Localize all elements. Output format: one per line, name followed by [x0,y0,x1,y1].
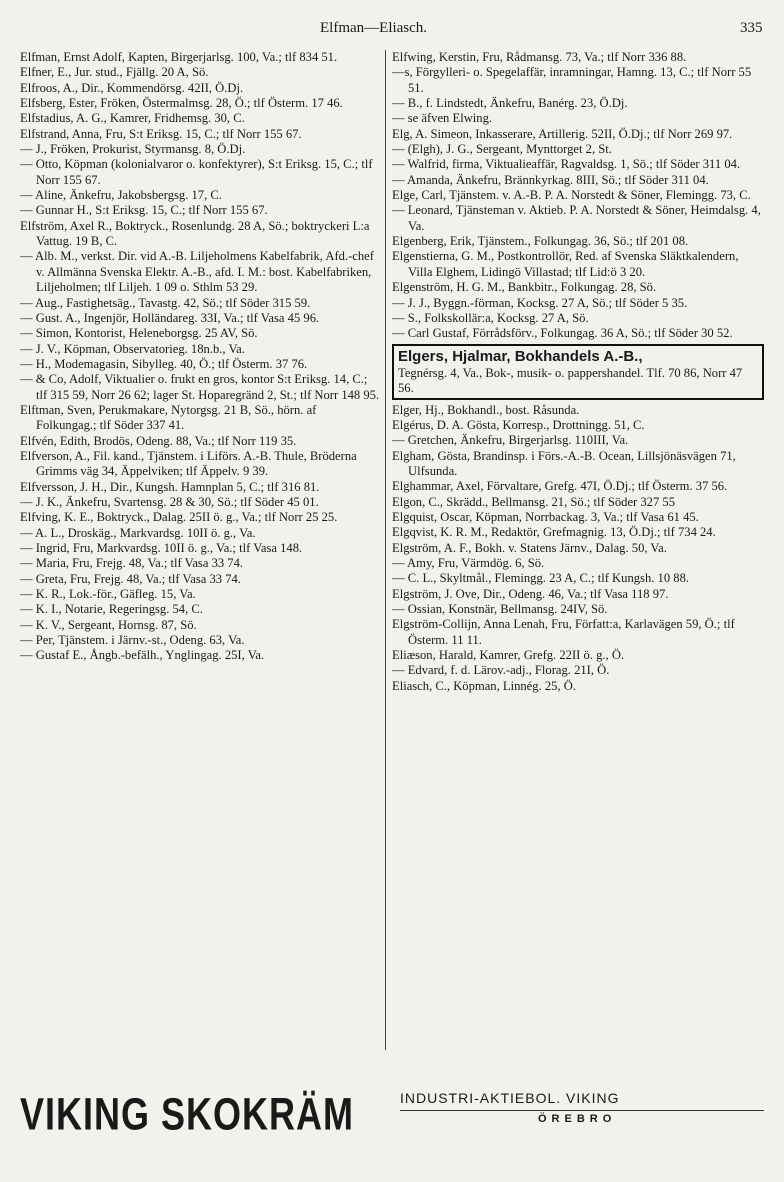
directory-entry: — J. V., Köpman, Observatorieg. 18n.b., Va. [20,341,245,356]
directory-entry: — Otto, Köpman (kolonialvaror o. konfektyrer), S:t Eriksg. 15, C.; tlf Norr 155 67. [20,157,373,187]
right-column-top [392,50,764,342]
directory-entry: — Gunnar H., S:t Eriksg. 15, C.; tlf Norr 155 67. [20,203,268,218]
directory-entry: — (Elgh), J. G., Sergeant, Mynttorget 2, St. [392,142,612,157]
directory-entry: — Gust. A., Ingenjör, Holländareg. 33I, Va.; tlf Vasa 45 96. [20,310,320,325]
directory-entry: — Amy, Fru, Värmdög. 6, Sö. [392,555,545,570]
directory-entry: Elfwing, Kerstin, Fru, Rådmansg. 73, Va.; tlf Norr 336 88. [392,50,687,64]
directory-entry: — Edvard, f. d. Lärov.-adj., Florag. 21I, Ö. [392,663,610,678]
directory-entry: — K. V., Sergeant, Hornsg. 87, Sö. [20,617,197,632]
directory-entry: — Gretchen, Änkefru, Birgerjarlsg. 110III, Va. [392,433,629,448]
running-header [0,20,784,40]
directory-entry: — & Co, Adolf, Viktualier o. frukt en gros, kontor S:t Eriksg. 14, C.; tlf 315 59, Norr 26 62; lager St. Hoparegränd 2, St.; tlf Norr 148 95. [20,372,380,402]
directory-entry: Elgérus, D. A. Gösta, Korresp., Drottningg. 51, C. [392,417,645,432]
directory-entry: — Aug., Fastighetsäg., Tavastg. 42, Sö.; tlf Söder 315 59. [20,295,311,310]
directory-entry: — K. R., Lok.-för., Gäfleg. 15, Va. [20,587,196,602]
directory-entry: Elgenström, H. G. M., Bankbitr., Folkungag. 28, Sö. [392,280,657,295]
directory-entry: Eliæson, Harald, Kamrer, Grefg. 22II ö. g., Ö. [392,648,625,663]
directory-entry: — Walfrid, firma, Viktualieaffär, Ragvaldsg. 1, Sö.; tlf Söder 311 04. [392,157,741,172]
directory-entry: — J., Fröken, Prokurist, Styrmansg. 8, Ö.Dj. [20,142,246,157]
directory-entry: Elgqvist, K. R. M., Redaktör, Grefmagnig. 13, Ö.Dj.; tlf 734 24. [392,525,716,540]
directory-entry: — C. L., Skyltmål., Flemingg. 23 A, C.; tlf Kungsh. 10 88. [392,571,690,586]
page-headword: Elfman—Eliasch. [320,20,428,36]
directory-entry: Elgenberg, Erik, Tjänstem., Folkungag. 36, Sö.; tlf 201 08. [392,234,689,249]
directory-entry: Elfner, E., Jur. stud., Fjällg. 20 A, Sö. [20,65,209,80]
directory-entry: — Gustaf E., Ångb.-befälh., Ynglingag. 25I, Va. [20,648,265,663]
footer-advert [20,1070,764,1160]
directory-entry: — Amanda, Änkefru, Brännkyrkag. 8III, Sö.; tlf Söder 311 04. [392,172,709,187]
directory-entry: — Carl Gustaf, Förrådsförv., Folkungag. 36 A, Sö.; tlf Söder 30 52. [392,326,733,341]
directory-entry: — Leonard, Tjänsteman v. Aktieb. P. A. Norstedt & Söner, Heimdalsg. 4, Va. [392,203,761,233]
directory-entry: Elfman, Ernst Adolf, Kapten, Birgerjarlsg. 100, Va.; tlf 834 51. [20,50,338,64]
directory-entry: Elfroos, A., Dir., Kommendörsg. 42II, Ö.Dj. [20,80,244,95]
directory-entry: — K. I., Notarie, Regeringsg. 54, C. [20,602,203,617]
directory-entry: — Alb. M., verkst. Dir. vid A.-B. Liljeholmens Kabelfabrik, Afd.-chef v. Allmänna Svenska Elektr. A.-B., afd. I. M.: bost. Kabelfabriken, Liljeholmen; tlf Liljeh. 1 09 o. Sthlm 53 29. [20,249,374,295]
directory-entry: Elfstadius, A. G., Kamrer, Fridhemsg. 30, C. [20,111,245,126]
column-divider [385,50,386,1050]
directory-entry: Elgon, C., Skrädd., Bellmansg. 21, Sö.; tlf Söder 327 55 [392,494,676,509]
directory-entry: Elfverson, A., Fil. kand., Tjänstem. i Liförs. A.-B. Thule, Bröderna Grimms väg 34, Äppelviken; tlf Äppelv. 9 39. [20,448,357,479]
directory-entry: Elftman, Sven, Perukmakare, Nytorgsg. 21 B, Sö., hörn. af Folkungag.; tlf Söder 337 41. [20,402,317,433]
directory-entry: — se äfven Elwing. [392,111,493,126]
directory-entry: Elgström-Collijn, Anna Lenah, Fru, Författ:a, Karlavägen 59, Ö.; tlf Österm. 11 11. [392,617,735,647]
directory-entry: — Per, Tjänstem. i Järnv.-st., Odeng. 63, Va. [20,633,245,648]
directory-entry: Elgquist, Oscar, Köpman, Norrbackag. 3, Va.; tlf Vasa 61 45. [392,509,699,524]
directory-entry: Elfstrand, Anna, Fru, S:t Eriksg. 15, C.; tlf Norr 155 67. [20,126,302,141]
directory-entry: Elge, Carl, Tjänstem. v. A.-B. P. A. Norstedt & Söner, Flemingg. 73, C. [392,188,751,203]
directory-entry: Elgenstierna, G. M., Postkontrollör, Red. af Svenska Släktkalendern, Villa Elghem, Lidingö Villastad; tlf Lid:ö 3 20. [392,249,739,279]
directory-entry: — Aline, Änkefru, Jakobsbergsg. 17, C. [20,188,222,203]
directory-entry: — B., f. Lindstedt, Änkefru, Banérg. 23, Ö.Dj. [392,96,628,111]
right-column-bottom [392,403,764,695]
directory-entry: Elgham, Gösta, Brandinsp. i Förs.-A.-B. Ocean, Lillsjönäsvägen 71, Ulfsunda. [392,448,736,478]
company-city: ÖREBRO [538,1113,617,1125]
directory-entry: — Greta, Fru, Frejg. 48, Va.; tlf Vasa 33 74. [20,571,241,586]
directory-entry: — Ingrid, Fru, Markvardsg. 10II ö. g., Va.; tlf Vasa 148. [20,541,303,555]
right-column [392,50,764,1050]
directory-entry: Elghammar, Axel, Förvaltare, Grefg. 47I, Ö.Dj.; tlf Österm. 37 56. [392,479,728,494]
directory-entry: — Simon, Kontorist, Heleneborgsg. 25 AV, Sö. [20,326,258,341]
directory-entry: — J. J., Byggn.-förman, Kocksg. 27 A, Sö.; tlf Söder 5 35. [392,295,688,310]
directory-entry: — H., Modemagasin, Sibylleg. 40, Ö.; tlf Österm. 37 76. [20,356,308,371]
left-column [20,50,380,1050]
directory-entry: Elfving, K. E., Boktryck., Dalag. 25II ö. g., Va.; tlf Norr 25 25. [20,510,338,525]
directory-entry: Elfversson, J. H., Dir., Kungsh. Hamnplan 5, C.; tlf 316 81. [20,479,320,494]
company-name: INDUSTRI-AKTIEBOL. VIKING [400,1090,620,1106]
directory-entry: Elfvén, Edith, Brodös, Odeng. 88, Va.; tlf Norr 119 35. [20,433,297,448]
directory-entry: — A. L., Droskäg., Markvardsg. 10II ö. g., Va. [20,525,256,540]
directory-entry: Elg, A. Simeon, Inkasserare, Artillerig. 52II, Ö.Dj.; tlf Norr 269 97. [392,126,733,141]
brand-name: VIKING SKOKRÄM [20,1088,355,1140]
directory-entry: Elgström, A. F., Bokh. v. Statens Järnv., Dalag. 50, Va. [392,540,667,555]
directory-entry: — Ossian, Konstnär, Bellmansg. 24IV, Sö. [392,602,608,616]
directory-entry: Elfström, Axel R., Boktryck., Rosenlundg. 28 A, Sö.; boktryckeri L:a Vattug. 19 B, C. [20,218,370,249]
directory-entry: —s, Förgylleri- o. Spegelaffär, inramningar, Hamng. 13, C.; tlf Norr 55 51. [392,65,752,95]
directory-entry: Elgström, J. Ove, Dir., Odeng. 46, Va.; tlf Vasa 118 97. [392,586,669,601]
page-number: 335 [740,20,763,36]
directory-entry: — Maria, Fru, Frejg. 48, Va.; tlf Vasa 33 74. [20,556,244,571]
directory-entry: — J. K., Änkefru, Svartensg. 28 & 30, Sö.; tlf Söder 45 01. [20,494,319,509]
bookshop-advert [392,344,764,400]
footer-rule [400,1110,764,1111]
advert-title: Elgers, Hjalmar, Bokhandels A.-B., [398,347,643,365]
directory-entry: Elger, Hj., Bokhandl., bost. Råsunda. [392,402,580,417]
advert-text: Tegnérsg. 4, Va., Bok-, musik- o. pappershandel. Tlf. 70 86, Norr 47 56. [398,365,743,395]
directory-entry: Elfsberg, Ester, Fröken, Östermalmsg. 28, Ö.; tlf Österm. 17 46. [20,96,343,111]
directory-entry: Eliasch, C., Köpman, Linnég. 25, Ö. [392,678,576,693]
directory-entry: — S., Folkskollär:a, Kocksg. 27 A, Sö. [392,310,589,325]
